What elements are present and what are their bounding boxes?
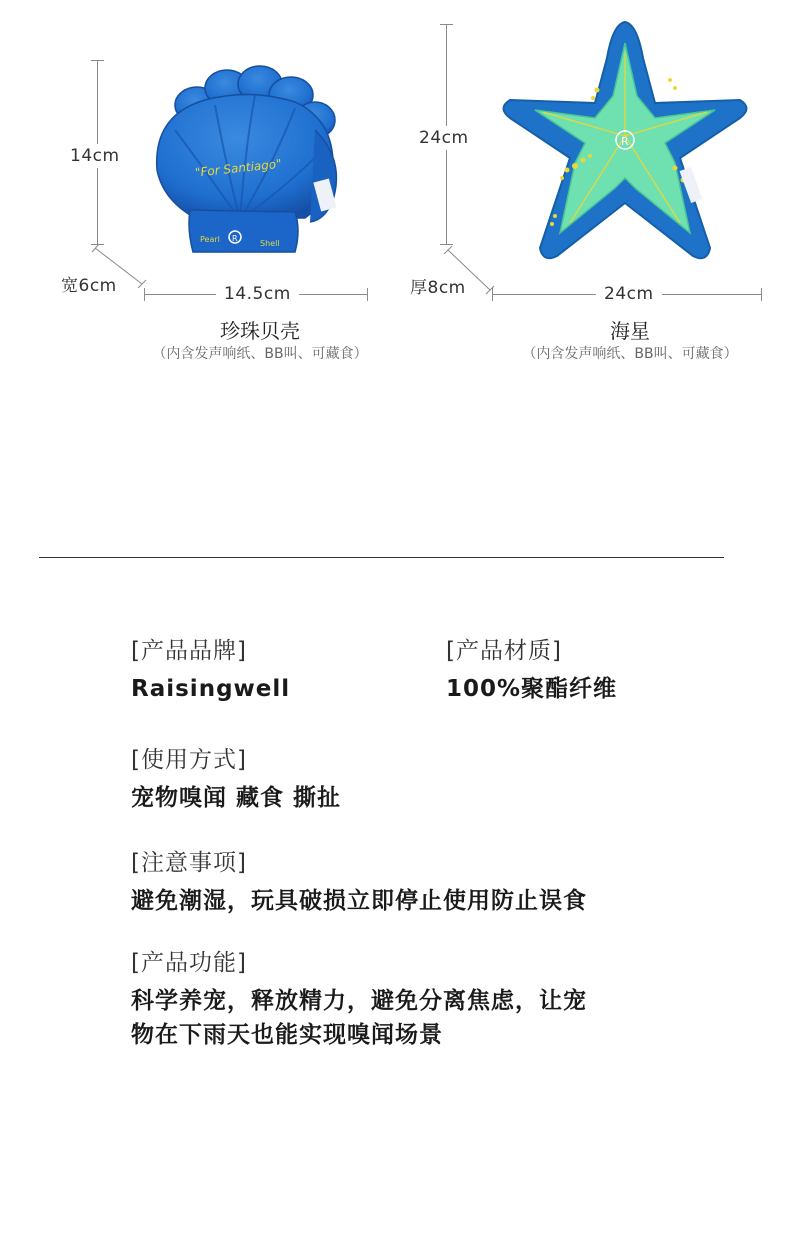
material-value: 100%聚酯纤维 — [446, 676, 618, 702]
star-width-label: 24cm — [596, 284, 662, 304]
star-height-cap-top — [440, 24, 453, 25]
star-height-label: 24cm — [419, 128, 469, 148]
starfish-product-name: 海星 — [610, 319, 650, 343]
section-divider — [39, 557, 724, 558]
usage-label: [使用方式] — [131, 747, 247, 773]
usage-value: 宠物嗅闻 藏食 撕扯 — [131, 785, 342, 811]
brand-value: Raisingwell — [131, 676, 291, 702]
shell-depth-label: 宽6cm — [61, 276, 117, 296]
shell-toy-image — [145, 60, 350, 260]
shell-toy-pearl-text: Pearl — [200, 235, 220, 244]
caution-value: 避免潮湿，玩具破损立即停止使用防止误食 — [131, 888, 587, 914]
shell-toy-script-text: "For Santiago" — [194, 156, 283, 180]
starfish-toy-logo: R — [621, 135, 629, 148]
function-label: [产品功能] — [131, 950, 247, 976]
star-width-cap-left — [492, 288, 493, 301]
shell-toy-shell-text: Shell — [260, 239, 280, 248]
brand-label: [产品品牌] — [131, 638, 247, 664]
shell-height-label: 14cm — [70, 146, 120, 166]
starfish-product-note: （内含发声响纸、BB叫、可藏食） — [522, 346, 738, 362]
function-value-line1: 科学养宠，释放精力，避免分离焦虑，让宠 — [131, 988, 587, 1014]
shell-product-name: 珍珠贝壳 — [220, 319, 300, 343]
star-depth-label: 厚8cm — [410, 278, 466, 298]
star-width-cap-right — [761, 288, 762, 301]
material-label: [产品材质] — [446, 638, 562, 664]
caution-label: [注意事项] — [131, 850, 247, 876]
shell-height-cap-top — [91, 60, 104, 61]
function-value-line2: 物在下雨天也能实现嗅闻场景 — [131, 1022, 443, 1048]
shell-width-label: 14.5cm — [216, 284, 299, 304]
shell-toy-logo: R — [232, 234, 238, 243]
shell-product-note: （内含发声响纸、BB叫、可藏食） — [152, 346, 368, 362]
shell-width-cap-left — [144, 288, 145, 301]
starfish-toy-image — [495, 18, 755, 268]
shell-width-cap-right — [367, 288, 368, 301]
